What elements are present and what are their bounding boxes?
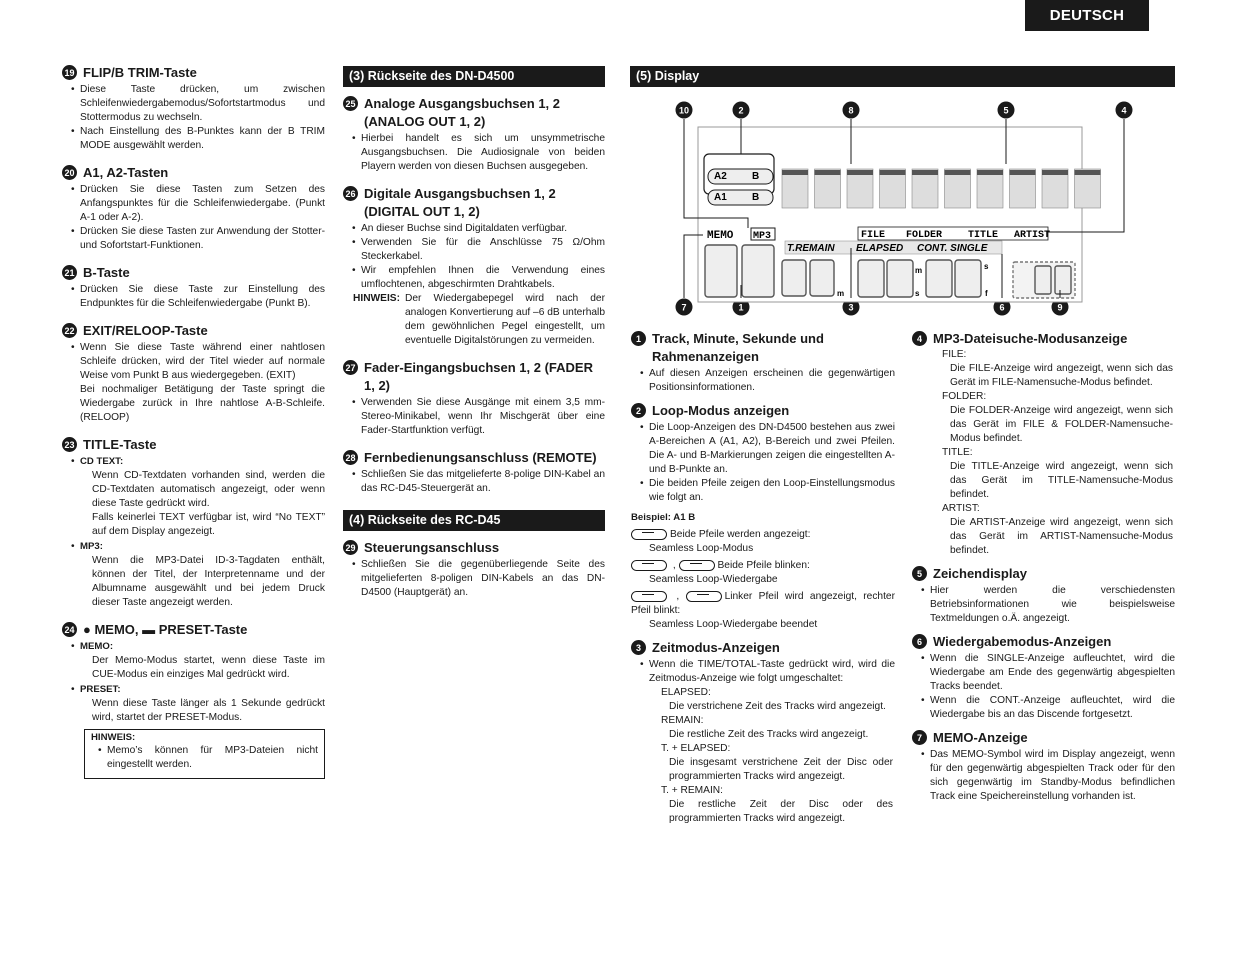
number-badge: 3: [631, 640, 646, 655]
number-badge: 24: [62, 622, 77, 637]
bullet: • Wenn Sie diese Taste während einer nahtlosen Schleife drücken, wird der Titel wieder auf normale Weise vom Punkt B aus wiedergegeben. (EXIT): [80, 341, 325, 383]
char-cell-top: [912, 170, 938, 175]
note-title: HINWEIS:: [91, 732, 136, 743]
number-badge: 7: [912, 730, 927, 745]
section-24: [62, 621, 325, 779]
example-2-result: Seamless Loop-Wiedergabe: [649, 574, 778, 585]
bullet: • Verwenden Sie für die Anschlüsse 75 Ω/Ohm Steckerkabel.: [361, 236, 605, 264]
loop-arrows-icon: [631, 560, 667, 571]
loop-arrows-icon: [686, 591, 722, 602]
section-20: [62, 164, 325, 253]
bullet: • Hier werden die verschiedensten Betriebsinformationen wie beispielsweise Textmeldungen o.Ä. angezeigt.: [930, 584, 1175, 626]
section-title: A1, A2-Tasten: [83, 165, 169, 180]
column-2: [343, 66, 605, 611]
number-badge: 2: [631, 403, 646, 418]
number-badge: 23: [62, 437, 77, 452]
hinweis-label: HINWEIS:: [353, 293, 400, 304]
cd-text-desc: Wenn CD-Textdaten vorhanden sind, werden die CD-Textdaten automatisch angezeigt, oder wenn diese Taste gedrückt wird.: [92, 470, 325, 509]
mp3-indicator: MP3: [753, 231, 772, 242]
example-1: Beide Pfeile werden angezeigt:: [670, 529, 811, 540]
a2-label: A2: [714, 171, 727, 182]
minute-unit-2: m: [915, 266, 923, 275]
language-tab: DEUTSCH: [1025, 0, 1149, 31]
bullet: • Drücken Sie diese Tasten zur Anwendung der Stotter- und Sofortstart-Funktionen.: [80, 225, 325, 253]
number-badge: 21: [62, 265, 77, 280]
note-box: [84, 729, 325, 779]
second-unit-2: s: [984, 262, 989, 271]
title-indicator: TITLE: [968, 230, 999, 241]
bullet: • Drücken Sie diese Taste zur Einstellung des Endpunktes für die Schleifenwiedergabe (Punkt B).: [80, 283, 325, 311]
bullet: • Diese Taste drücken, um zwischen Schleifenwiedergabemodus/Sofortstartmodus und Stottermodus zu wechseln.: [80, 83, 325, 125]
section-25: [343, 95, 605, 174]
section-title: Steuerungsanschluss: [364, 540, 500, 555]
bullet: • Wir empfehlen Ihnen die Verwendung eines umflochtenen, abgeschirmten Drahtkabels.: [361, 264, 605, 292]
frame-unit: f: [985, 289, 988, 298]
hinweis: [343, 292, 605, 348]
preset-desc: Wenn diese Taste länger als 1 Sekunde gedrückt wird, startet der PRESET-Modus.: [92, 698, 325, 723]
section-27: [343, 359, 605, 438]
item-label: ELAPSED:: [661, 687, 711, 698]
callout-label: 10: [678, 105, 690, 116]
section-5: [912, 565, 1175, 626]
section-title: Loop-Modus anzeigen: [652, 403, 790, 418]
number-badge: 5: [912, 566, 927, 581]
section-title: Zeitmodus-Anzeigen: [652, 640, 780, 655]
callout-10: [676, 102, 693, 119]
callout-label: 3: [848, 302, 854, 313]
item-text: Die restliche Zeit des Tracks wird angezeigt.: [669, 729, 869, 740]
item-text: Die FILE-Anzeige wird angezeigt, wenn sich das Gerät im FILE-Namensuche-Modus befindet.: [950, 363, 1173, 388]
number-badge: 25: [343, 96, 358, 111]
bullet: • Die beiden Pfeile zeigen den Loop-Einstellungsmodus wie folgt an.: [649, 477, 895, 505]
column-3: [631, 330, 895, 837]
mp3-desc: Wenn die MP3-Datei ID-3-Tagdaten enthält, können der Titel, der Interpretenname und der Albumname ausgewählt und bei jedem Druck dieser Taste angezeigt werden.: [92, 555, 325, 608]
mp3-label: MP3:: [80, 541, 103, 552]
item-text: Die ARTIST-Anzeige wird angezeigt, wenn sich das Gerät im ARTIST-Namensuche-Modus befindet.: [950, 517, 1173, 556]
char-cell-top: [880, 170, 906, 175]
callout-8: [843, 102, 860, 119]
item-label: TITLE:: [942, 447, 973, 458]
bullet: • Hierbei handelt es sich um unsymmetrische Ausgangsbuchsen. Die Audiosignale von beiden Playern werden von diesen Buchsen ausgegeben.: [361, 132, 605, 174]
b-label-2: B: [752, 192, 760, 203]
bullet: • An dieser Buchse sind Digitaldaten verfügbar.: [361, 222, 605, 236]
note-bullet: • Memo’s können für MP3-Dateien nicht eingestellt werden.: [107, 744, 318, 772]
number-badge: 20: [62, 165, 77, 180]
section-title: MEMO-Anzeige: [933, 730, 1028, 745]
section-3: [631, 639, 895, 826]
bullet: • Die Loop-Anzeigen des DN-D4500 bestehen aus zwei A-Bereichen A (A1, A2), B-Bereich und zwei Pfeilen. Die A- und B-Markierungen zeigen die eingestellten A- und B-Punkte an.: [649, 421, 895, 477]
callout-label: 4: [1121, 105, 1127, 116]
hinweis-text: Der Wiedergabepegel wird nach der analogen Konvertierung auf –6 dB unterhalb dem gewöhnlichen Pegel eingestellt, um eventuelle Digitalstörungen zu vermeiden.: [405, 293, 605, 346]
second-unit: s: [915, 289, 920, 298]
char-cell-top: [847, 170, 873, 175]
section-title: FLIP/B TRIM-Taste: [83, 65, 197, 80]
cd-text-desc-2: Falls keinerlei TEXT verfügbar ist, wird “No TEXT” auf dem Display angezeigt.: [92, 512, 325, 537]
char-cell-top: [945, 170, 971, 175]
number-badge: 19: [62, 65, 77, 80]
section-title: Analoge Ausgangsbuchsen 1, 2 (ANALOG OUT 1, 2): [364, 96, 561, 129]
number-badge: 6: [912, 634, 927, 649]
elapsed-indicator: ELAPSED: [856, 243, 904, 254]
section-bar-4: (4) Rückseite des RC-D45: [343, 510, 605, 531]
number-badge: 4: [912, 331, 927, 346]
section-title: TITLE-Taste: [83, 437, 157, 452]
minute-unit: m: [837, 289, 845, 298]
item-text: Die insgesamt verstrichene Zeit der Disc oder programmierten Tracks wird angezeigt.: [669, 757, 893, 782]
section-title: ● MEMO, ▬ PRESET-Taste: [83, 622, 248, 637]
section-bar-3: (3) Rückseite des DN-D4500: [343, 66, 605, 87]
bullet: • Wenn die CONT.-Anzeige aufleuchtet, wird die Wiedergabe bis an das Discende fortgesetzt.: [930, 694, 1175, 722]
bullet: • Schließen Sie die gegenüberliegende Seite des mitgelieferten 8-poligen DIN-Kabels an das DN-D4500 (Hauptgerät) an.: [361, 558, 605, 600]
section-28: [343, 449, 605, 496]
number-badge: 29: [343, 540, 358, 555]
item-label: ARTIST:: [942, 503, 980, 514]
display-diagram: [630, 90, 1175, 340]
number-badge: 22: [62, 323, 77, 338]
preset-label: PRESET:: [80, 684, 121, 695]
section-29: [343, 539, 605, 600]
section-bar-5: (5) Display: [630, 66, 1175, 87]
number-badge: 27: [343, 360, 358, 375]
section-2: 2 Loop-Modus anzeigen • Die Loop-Anzeigen des DN-D4500 bestehen aus zwei A-Bereichen A (A1, A2), B-Bereich und zwei Pfeilen. Die A- und B-Markierungen zeigen die eingestellten A- und B-Punkte an. • Die beiden Pfeile zeigen den Loop-Einstellungsmodus wie folgt an. Beispiel: A1 B Beide Pfeile werden angezeigt: Seamless Loop-Modus , Beide Pfeile blinken: Seamless Loop-Wiedergabe , Linker Pfeil wird angezeigt, rechter Pfeil blinkt: Seamless Loop-Wiedergabe beendet: [631, 402, 895, 632]
section-23: [62, 436, 325, 610]
section-21: [62, 264, 325, 311]
char-cell-top: [977, 170, 1003, 175]
section-7: [912, 729, 1175, 804]
item-label: FILE:: [942, 349, 967, 360]
column-1: [62, 64, 325, 790]
example-3: Linker Pfeil wird angezeigt, rechter Pfeil blinkt:: [631, 591, 895, 616]
section-title: EXIT/RELOOP-Taste: [83, 323, 208, 338]
char-cell-top: [1075, 170, 1101, 175]
artist-indicator: ARTIST: [1014, 230, 1051, 241]
item-text: Die verstrichene Zeit des Tracks wird angezeigt.: [669, 701, 886, 712]
item-label: REMAIN:: [661, 715, 704, 726]
bullet: • Verwenden Sie diese Ausgänge mit einem 3,5 mm-Stereo-Minikabel, wenn Ihr Mischgerät über eine Fader-Startfunktion verfügt.: [361, 396, 605, 438]
example-2: Beide Pfeile blinken:: [717, 560, 810, 571]
callout-label: 5: [1003, 105, 1009, 116]
number-badge: 26: [343, 186, 358, 201]
item-text: Die FOLDER-Anzeige wird angezeigt, wenn sich das Gerät im FILE & FOLDER-Namensuche-Modus befindet.: [950, 405, 1173, 444]
memo-indicator: MEMO: [707, 230, 734, 242]
callout-4: [1116, 102, 1133, 119]
loop-arrows-icon: [631, 529, 667, 540]
section-title: Digitale Ausgangsbuchsen 1, 2 (DIGITAL OUT 1, 2): [364, 186, 556, 219]
cd-text-label: CD TEXT:: [80, 456, 124, 467]
cont-single-indicator: CONT. SINGLE: [917, 243, 988, 254]
callout-label: 9: [1057, 302, 1063, 313]
callout-5: [998, 102, 1015, 119]
char-cell-top: [782, 170, 808, 175]
bullet: • Nach Einstellung des B-Punktes kann der B TRIM MODE ausgewählt werden.: [80, 125, 325, 153]
item-text: Die restliche Zeit der Disc oder des programmierten Tracks wird angezeigt.: [669, 799, 893, 824]
section-title: B-Taste: [83, 265, 130, 280]
char-cell-top: [1042, 170, 1068, 175]
file-indicator: FILE: [861, 230, 886, 241]
section-title: Fernbedienungsanschluss (REMOTE): [364, 450, 597, 465]
bullet: • Auf diesen Anzeigen erscheinen die gegenwärtigen Positionsinformationen.: [649, 367, 895, 395]
bullet: • Wenn die TIME/TOTAL-Taste gedrückt wird, wird die Zeitmodus-Anzeige wie folgt umgeschaltet:: [649, 658, 895, 686]
example-1-result: Seamless Loop-Modus: [649, 543, 754, 554]
section-26: [343, 185, 605, 348]
item-text: Die TITLE-Anzeige wird angezeigt, wenn sich das Gerät im TITLE-Namensuche-Modus befindet.: [950, 461, 1173, 500]
char-cell-top: [1010, 170, 1036, 175]
example-label: Beispiel: A1 B: [631, 512, 696, 523]
memo-label: MEMO:: [80, 641, 114, 652]
section-4: [912, 330, 1175, 558]
b-label: B: [752, 171, 760, 182]
section-22: [62, 322, 325, 425]
example-3-result: Seamless Loop-Wiedergabe beendet: [649, 619, 818, 630]
callout-label: 2: [738, 105, 744, 116]
bullet-continuation: Bei nochmaliger Betätigung der Taste springt die Wiedergabe zurück in Ihre nahtlose A-B-Schleife. (RELOOP): [80, 384, 325, 423]
a1-label: A1: [714, 192, 727, 203]
display-section: [630, 66, 1175, 340]
section-6: [912, 633, 1175, 722]
bullet: • Drücken Sie diese Tasten zum Setzen des Anfangspunktes für die Schleifenwiedergabe. (Punkt A-1 oder A-2).: [80, 183, 325, 225]
section-title: Fader-Eingangsbuchsen 1, 2 (FADER 1, 2): [364, 360, 593, 393]
column-4: [912, 330, 1175, 815]
section-title: Track, Minute, Sekunde und Rahmenanzeigen: [652, 331, 824, 364]
item-label: T. + REMAIN:: [661, 785, 723, 796]
section-1: [631, 330, 895, 395]
number-badge: 28: [343, 450, 358, 465]
item-label: T. + ELAPSED:: [661, 743, 731, 754]
section-title: Wiedergabemodus-Anzeigen: [933, 634, 1112, 649]
number-badge: 1: [631, 331, 646, 346]
callout-label: 7: [681, 302, 687, 313]
callout-2: [733, 102, 750, 119]
callout-7: [676, 299, 693, 316]
section-title: Zeichendisplay: [933, 566, 1027, 581]
bullet: • Wenn die SINGLE-Anzeige aufleuchtet, wird die Wiedergabe am Ende des gegenwärtig abgespielten Tracks beendet.: [930, 652, 1175, 694]
callout-label: 1: [738, 302, 744, 313]
bullet: • Das MEMO-Symbol wird im Display angezeigt, wenn für den gegenwärtig abgespielten Track oder für den sich gegenwärtig im Standby-Modus befindlichen Track eine Speichereinstellung vorhanden ist.: [930, 748, 1175, 804]
item-label: FOLDER:: [942, 391, 987, 402]
folder-indicator: FOLDER: [906, 230, 943, 241]
t-remain-indicator: T.REMAIN: [787, 243, 835, 254]
callout-label: 6: [999, 302, 1005, 313]
callout-label: 8: [848, 105, 854, 116]
section-19: [62, 64, 325, 153]
bullet: • Schließen Sie das mitgelieferte 8-polige DIN-Kabel an das RC-D45-Steuergerät an.: [361, 468, 605, 496]
loop-arrows-icon: [679, 560, 715, 571]
section-title: MP3-Dateisuche-Modusanzeige: [933, 331, 1128, 346]
memo-desc: Der Memo-Modus startet, wenn diese Taste im CUE-Modus ein einziges Mal gedrückt wird.: [92, 655, 325, 680]
char-cell-top: [815, 170, 841, 175]
loop-arrows-icon: [631, 591, 667, 602]
